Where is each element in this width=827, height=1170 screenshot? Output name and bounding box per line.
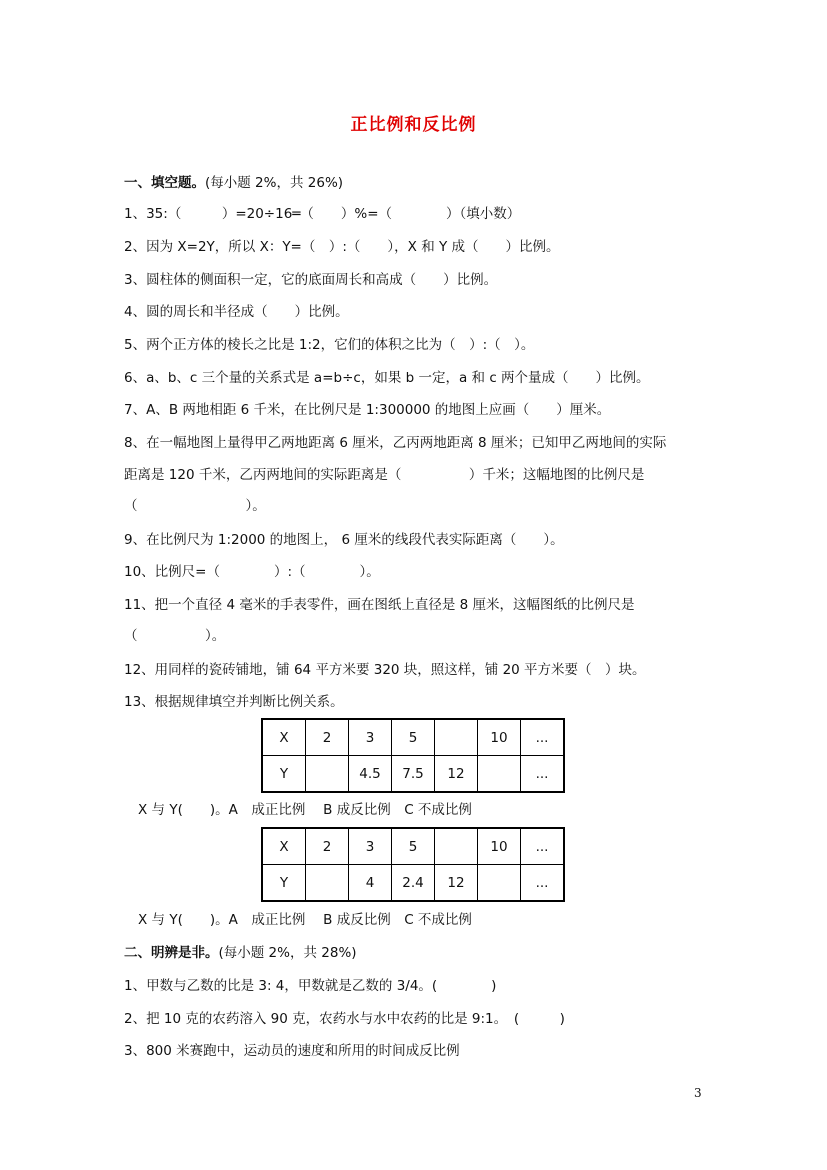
table-cell: 2.4 [392,865,435,902]
section-note: (每小题 2%，共 28%) [218,945,357,961]
question-1: 1、35:（ ）=20÷16═（ ）%=（ ）（填小数） [124,206,521,222]
table-cell: ... [521,828,565,865]
table-cell: 10 [478,828,521,865]
table-cell: 5 [392,828,435,865]
table-cell: 10 [478,719,521,756]
table-cell: X [262,828,306,865]
table-cell: 3 [349,719,392,756]
table-cell [478,865,521,902]
question-7: 7、A、B 两地相距 6 千米，在比例尺是 1:300000 的地图上应画（ ）厘米。 [124,402,611,418]
table-cell: Y [262,756,306,793]
table-cell: 2 [306,828,349,865]
judge-question-3: 3、800 米赛跑中，运动员的速度和所用的时间成反比例 [124,1043,460,1059]
question-9: 9、在比例尺为 1:2000 的地图上， 6 厘米的线段代表实际距离（ ）。 [124,532,564,548]
table-cell: 4 [349,865,392,902]
table-cell: X [262,719,306,756]
table-cell [306,865,349,902]
section-title: 二、明辨是非。 [124,945,219,961]
question-11-line-1: 11、把一个直径 4 毫米的手表零件，画在图纸上直径是 8 厘米，这幅图纸的比例尺是 [124,597,635,613]
question-2: 2、因为 X=2Y，所以 X：Y=（ ）:（ ），X 和 Y 成（ ）比例。 [124,239,560,255]
section-note: (每小题 2%，共 26%) [205,175,344,191]
table-cell: ... [521,719,565,756]
table-row [262,756,564,793]
section-title: 一、填空题。 [124,175,205,191]
table-row [262,828,564,865]
table-row [262,865,564,902]
choice-line-1: X 与 Y( )。A 成正比例 B 成反比例 C 不成比例 [138,802,472,818]
table-cell: 12 [435,865,478,902]
question-13: 13、根据规律填空并判断比例关系。 [124,694,344,710]
section-heading-fill-blanks [124,174,343,192]
question-11-line-2: （ ）。 [124,628,226,644]
question-10: 10、比例尺=（ ）:（ ）。 [124,564,380,580]
question-12: 12、用同样的瓷砖铺地，铺 64 平方米要 320 块，照这样，铺 20 平方米要（ ）块。 [124,662,646,678]
table-cell [306,756,349,793]
pattern-table-1 [261,718,565,793]
table-cell: 2 [306,719,349,756]
table-cell: 4.5 [349,756,392,793]
table-cell: Y [262,865,306,902]
table-cell: ... [521,756,565,793]
question-8-line-1: 8、在一幅地图上量得甲乙两地距离 6 厘米，乙丙两地距离 8 厘米；已知甲乙两地间的实际 [124,435,667,451]
table-cell: 12 [435,756,478,793]
table-row [262,719,564,756]
question-4: 4、圆的周长和半径成（ ）比例。 [124,304,349,320]
page-title: 正比例和反比例 [350,115,477,135]
table-cell: 5 [392,719,435,756]
table-cell: ... [521,865,565,902]
choice-line-2: X 与 Y( )。A 成正比例 B 成反比例 C 不成比例 [138,912,472,928]
question-3: 3、圆柱体的侧面积一定，它的底面周长和高成（ ）比例。 [124,272,498,288]
table-cell [435,719,478,756]
question-6: 6、a、b、c 三个量的关系式是 a=b÷c，如果 b 一定，a 和 c 两个量成（ ）比例。 [124,370,650,386]
pattern-table-2 [261,827,565,902]
table-cell [435,828,478,865]
table-cell [478,756,521,793]
judge-question-2: 2、把 10 克的农药溶入 90 克，农药水与水中农药的比是 9:1。 ( ) [124,1011,565,1027]
section-heading-true-false [124,944,357,962]
judge-question-1: 1、甲数与乙数的比是 3: 4，甲数就是乙数的 3/4。( ) [124,978,497,994]
table-cell: 7.5 [392,756,435,793]
table-cell: 3 [349,828,392,865]
question-5: 5、两个正方体的棱长之比是 1:2，它们的体积之比为（ ）:（ ）。 [124,337,535,353]
page-number: 3 [694,1086,702,1100]
question-8-line-2: 距离是 120 千米，乙丙两地间的实际距离是（ ）千米；这幅地图的比例尺是 [124,467,645,483]
question-8-line-3: （ ）。 [124,498,266,514]
